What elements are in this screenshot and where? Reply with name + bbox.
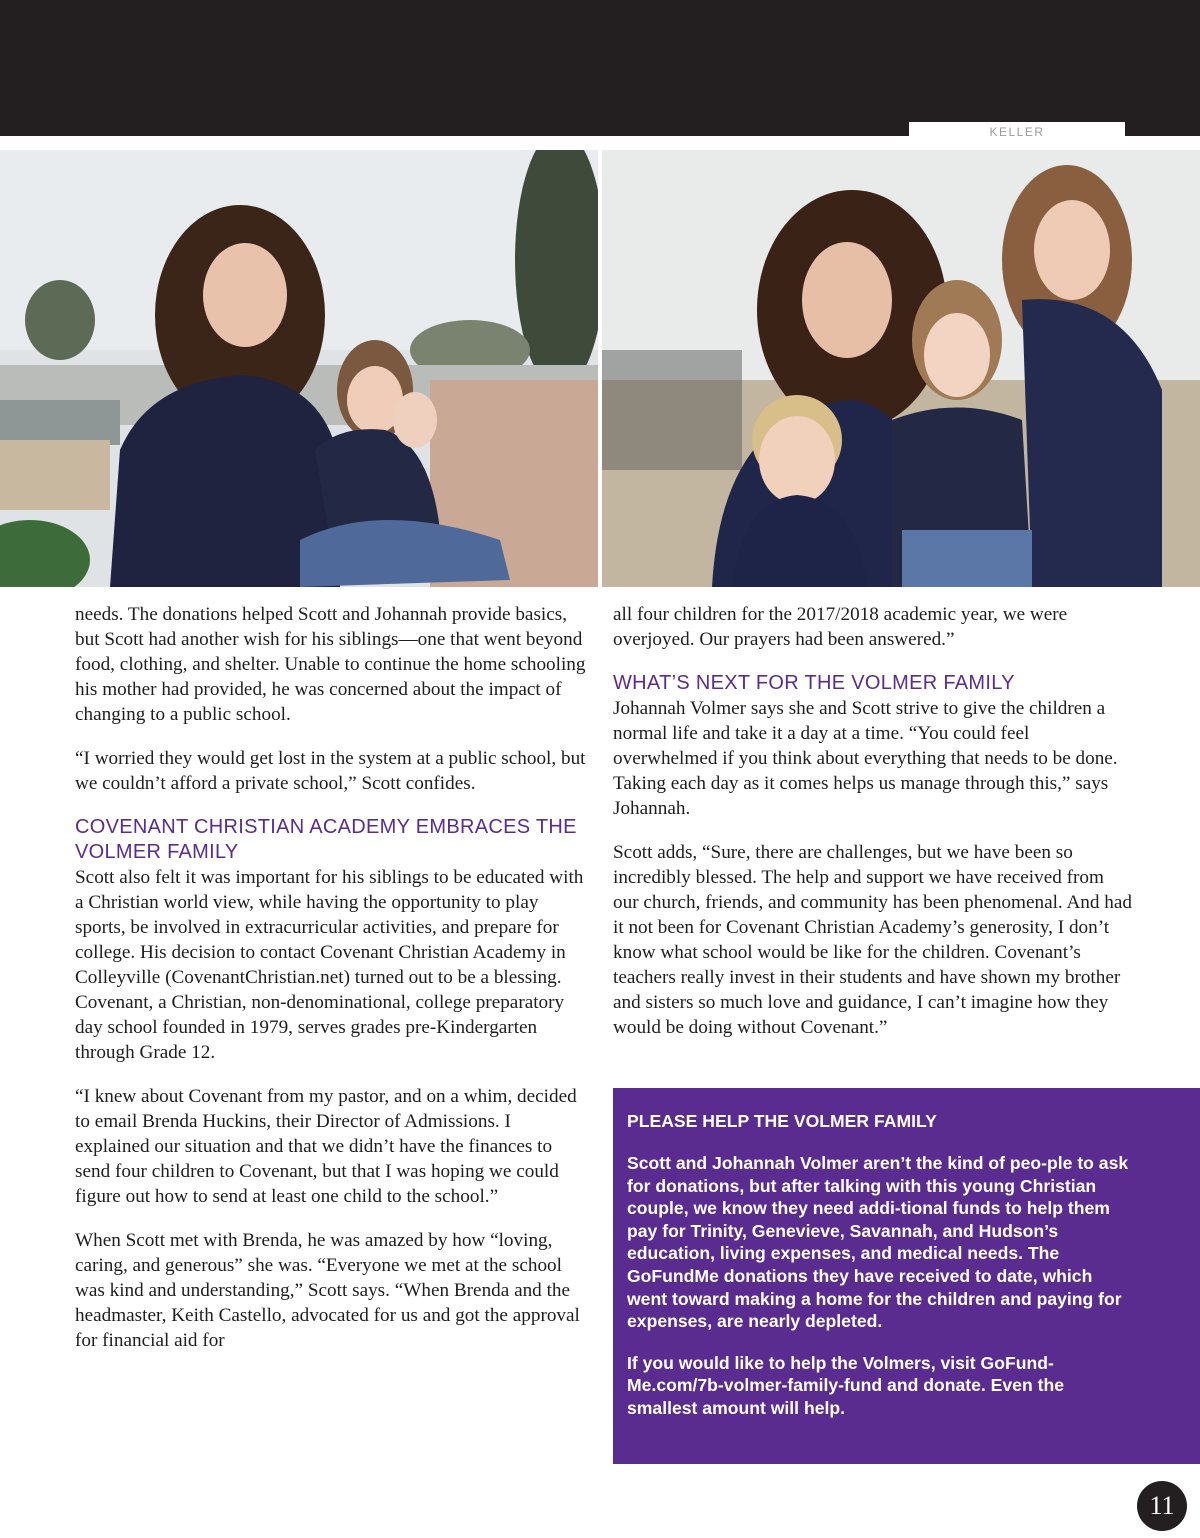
section-label: KELLER <box>909 122 1125 142</box>
donation-sidebar <box>613 1088 1200 1464</box>
body-paragraph: all four children for the 2017/2018 academic year, we were overjoyed. Our prayers had been answered.” <box>613 604 1068 650</box>
section-heading: COVENANT CHRISTIAN ACADEMY EMBRACES THE VOLMER FAMILY <box>75 816 577 863</box>
sidebar-paragraph: If you would like to help the Volmers, visit GoFund-Me.com/7b-volmer-family-fund and donate. Even the smallest amount will help. <box>627 1352 1064 1418</box>
article-right-column <box>613 602 1133 1059</box>
sidebar-paragraph: Scott and Johannah Volmer aren’t the kind of peo-ple to ask for donations, but after talking with this young Christian couple, we know they need addi-tional funds to help them pay for Trinity, Genevieve, Savannah, and Hudson’s education, living expenses, and medical needs. The GoFundMe donations they have received to date, which went toward making a home for the children and paying for expenses, are nearly depleted. <box>627 1153 1129 1332</box>
photo-siblings-portrait-image <box>602 150 1200 587</box>
photo-siblings-outdoors <box>0 150 598 587</box>
body-paragraph: Johannah Volmer says she and Scott strive to give the children a normal life and take it a day at a time. “You could feel overwhelmed if you think about everything that needs to be done. Taking each day as it comes helps us manage through this,” says Johannah. <box>613 698 1118 819</box>
section-heading: WHAT’S NEXT FOR THE VOLMER FAMILY <box>613 672 1015 694</box>
body-paragraph: Scott adds, “Sure, there are challenges, but we have been so incredibly blessed. The help and support we have received from our church, friends, and community has been phenomenal. And had it not been for Covenant Christian Academy’s generosity, I don’t know what school would be like for the children. Covenant’s teachers really invest in their students and have shown my brother and sisters so much love and guidance, I can’t imagine how they would be doing without Covenant.” <box>613 842 1132 1038</box>
body-paragraph: “I worried they would get lost in the system at a public school, but we couldn’t afford a private school,” Scott confides. <box>75 748 586 794</box>
body-paragraph: Scott also felt it was important for his siblings to be educated with a Christian world view, while having the opportunity to play sports, be involved in extracurricular activities, and prepare for college. His decision to contact Covenant Christian Academy in Colleyville (CovenantChristian.net) turned out to be a blessing. Covenant, a Christian, non-denominational, college preparatory day school founded in 1979, serves grades pre-Kindergarten through Grade 12. <box>75 867 584 1063</box>
article-left-column <box>75 602 590 1372</box>
body-paragraph: “I knew about Covenant from my pastor, and on a whim, decided to email Brenda Huckins, their Director of Admissions. I explained our situation and that we didn’t have the finances to send four children to Covenant, but that I was hoping we could figure out how to send at least one child to the school.” <box>75 1086 577 1207</box>
body-paragraph: needs. The donations helped Scott and Johannah provide basics, but Scott had another wish for his siblings—one that went beyond food, clothing, and shelter. Unable to continue the home schooling his mother had provided, he was concerned about the impact of changing to a public school. <box>75 604 586 725</box>
sidebar-title: PLEASE HELP THE VOLMER FAMILY <box>627 1111 937 1131</box>
body-paragraph: When Scott met with Brenda, he was amazed by how “loving, caring, and generous” she was. “Everyone we met at the school was kind and understanding,” Scott says. “When Brenda and the headmaster, Keith Castello, advocated for us and got the approval for financial aid for <box>75 1230 580 1351</box>
photo-siblings-portrait <box>602 150 1200 587</box>
photo-siblings-outdoors-image <box>0 150 598 587</box>
page-number: 11 <box>1137 1481 1187 1531</box>
header-band <box>0 0 1200 136</box>
